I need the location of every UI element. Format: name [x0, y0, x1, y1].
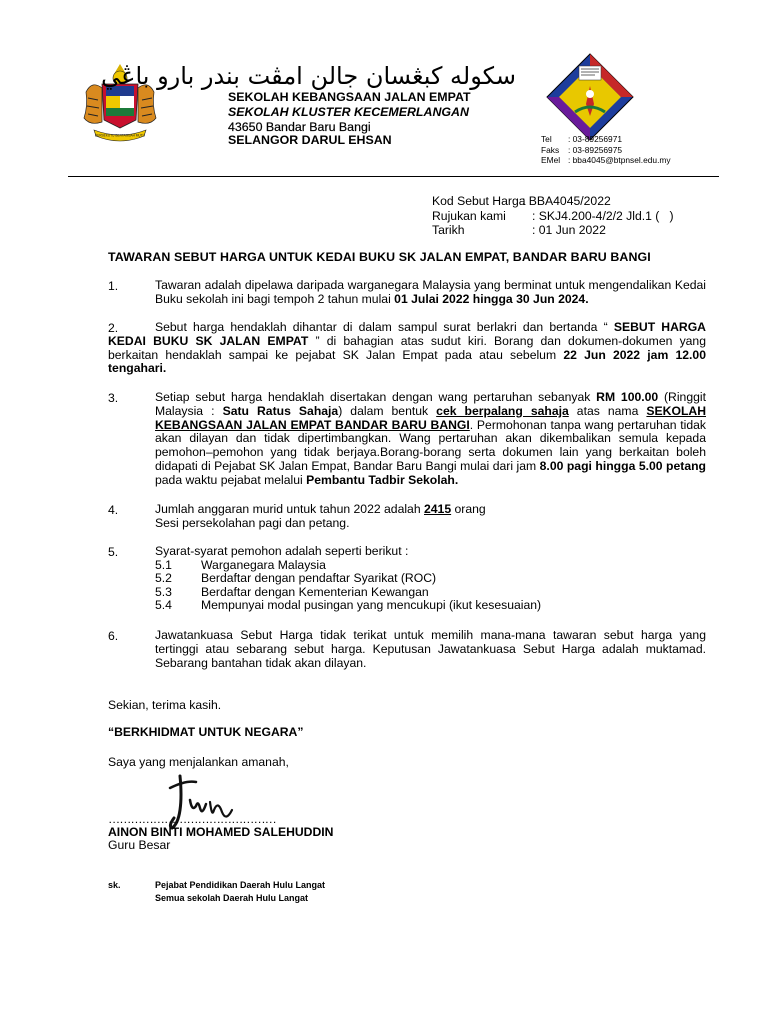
item-6-paragraph: Jawatankuasa Sebut Harga tidak terikat untuk memilih mana-mana tawaran sebut harga yang tertinggi atau sebarang sebut harga. Keputusan Jawatankuasa Sebut Harga adalah muktamad. Sebarang bantahan tidak akan dilayan. [155, 628, 706, 670]
text-run: pada waktu pejabat melalui [155, 472, 307, 487]
text-run: ) dalam bentuk [338, 403, 437, 418]
list-item-number: 5.3 [155, 584, 172, 599]
list-item [155, 599, 541, 612]
text-run: Tawaran adalah dipelawa daripada warganegara Malaysia yang berminat untuk mengendalikan Kedai Buku sekolah ini bagi tempoh 2 tahun mulai [155, 278, 706, 306]
bold-run: RM 100.00 [596, 390, 659, 404]
closing-thanks: Sekian, terima kasih. [108, 698, 222, 712]
quote-code-value: : BBA4045/2022 [522, 194, 611, 208]
item-4-paragraph [155, 503, 706, 531]
text-run: . Permohonan tanpa wang pertaruhan tidak akan dilayan dan tidak dipertimbangkan. Wang pertaruhan akan dikembalikan semula kepada pemohon–pemohon yang tidak berjaya.Borang-borang serta dokumen lain yang berkaitan boleh didapati di Pejabat SK Jalan Empat, Bandar Baru Bangi mulai dari jam [155, 417, 706, 473]
contact-email [541, 155, 671, 166]
bold-run: 8.00 pagi hingga 5.00 petang [539, 458, 706, 473]
list-item-text: Berdaftar dengan pendaftar Syarikat (ROC) [201, 571, 437, 586]
contact-label: EMel [541, 155, 561, 165]
contact-value: : 03-89256971 [568, 134, 623, 144]
text-run: Jumlah anggaran murid untuk tahun 2022 adalah [155, 502, 424, 516]
school-logo [545, 52, 635, 142]
text-run: ” di bahagian atas sudut kiri. Borang dan dokumen-dokumen yang berkaitan hendaklah sampai ke pejabat SK Jalan Empat pada atau sebelum [108, 333, 706, 362]
item-2-paragraph [108, 321, 706, 376]
item-number: 2. [108, 321, 119, 335]
cc-item: Pejabat Pendidikan Daerah Hulu Langat [155, 880, 326, 890]
closing-motto: “BERKHIDMAT UNTUK NEGARA” [108, 725, 304, 739]
list-item-number: 5.2 [155, 571, 172, 586]
bold-run: Pembantu Tadbir Sekolah. [306, 472, 459, 487]
letter-title: TAWARAN SEBUT HARGA UNTUK KEDAI BUKU SK JALAN EMPAT, BANDAR BARU BANGI [108, 250, 651, 264]
bold-run: SEBUT HARGA KEDAI BUKU SK JALAN EMPAT [108, 320, 706, 348]
item-number: 1. [108, 279, 119, 293]
item-number: 5. [108, 545, 119, 559]
cc-label: sk. [108, 880, 121, 890]
item-number: 6. [108, 629, 119, 643]
our-ref-label: Rujukan kami [432, 208, 506, 223]
date-row [432, 223, 674, 238]
crest-motto-text: BERSEKUTU BERTAMBAH MUTU [94, 133, 146, 138]
item-5-paragraph: Syarat-syarat pemohon adalah seperti berikut : [155, 544, 409, 558]
list-item-text: Berdaftar dengan Kementerian Kewangan [201, 584, 429, 599]
contact-value: : bba4045@btpnsel.edu.my [568, 155, 671, 165]
item-3-paragraph [155, 391, 706, 488]
our-ref-row [432, 209, 674, 224]
list-item [155, 559, 541, 572]
closing-trust: Saya yang menjalankan amanah, [108, 755, 289, 769]
quote-code-label: Kod Sebut Harga [432, 194, 526, 208]
text-run: Setiap sebut harga hendaklah disertakan dengan wang pertaruhan sebanyak [155, 390, 597, 404]
list-item-number: 5.1 [155, 558, 172, 572]
text-run: Sebut harga hendaklah dihantar di dalam sampul surat berlakri dan bertanda “ [155, 320, 614, 334]
item-4-line-1 [155, 503, 706, 517]
contact-fax [541, 145, 671, 156]
requirements-list [155, 559, 541, 612]
item-number: 4. [108, 503, 119, 517]
bold-run: SEKOLAH KEBANGSAAN JALAN EMPAT BANDAR BARU BANGI [155, 403, 706, 432]
school-postcode-city: 43650 Bandar Baru Bangi [228, 120, 371, 134]
date-label: Tarikh [432, 223, 465, 237]
cc-item: Semua sekolah Daerah Hulu Langat [155, 893, 309, 903]
our-ref-value: : SKJ4.200-4/2/2 Jld.1 ( ) [532, 208, 674, 223]
text-run: (Ringgit Malaysia : [155, 390, 706, 418]
list-item-number: 5.4 [155, 597, 172, 612]
school-name: SEKOLAH KEBANGSAAN JALAN EMPAT [228, 90, 471, 104]
date-value: : 01 Jun 2022 [532, 223, 606, 237]
signature-line: ……………………………………… [108, 812, 276, 826]
list-item [155, 586, 541, 599]
contact-tel [541, 134, 671, 145]
contact-value: : 03-89256975 [568, 144, 623, 155]
reference-block [432, 194, 674, 238]
bold-run: cek berpalang sahaja [436, 403, 569, 418]
item-number: 3. [108, 391, 119, 405]
school-state: SELANGOR DARUL EHSAN [228, 133, 392, 147]
contact-block [541, 134, 671, 166]
jawi-school-name: سكوله كبڠسان جالن امڤت بندر بارو باڠي [101, 62, 516, 90]
list-item-text: Mempunyai modal pusingan yang mencukupi (ikut kesesuaian) [201, 597, 542, 612]
item-4-line-2: Sesi persekolahan pagi dan petang. [155, 515, 350, 530]
bold-run: 2415 [424, 502, 452, 516]
item-1-paragraph [155, 279, 706, 307]
school-cluster: SEKOLAH KLUSTER KECEMERLANGAN [228, 105, 469, 119]
cc-list [155, 879, 325, 905]
contact-label: Tel [541, 134, 552, 144]
bold-run: 22 Jun 2022 jam 12.00 tengahari. [108, 347, 706, 376]
list-item-text: Warganegara Malaysia [201, 558, 326, 572]
text-run: atas nama [568, 403, 647, 418]
signer-position: Guru Besar [108, 838, 171, 852]
quote-code-row [432, 194, 674, 209]
list-item [155, 572, 541, 585]
signer-name: AINON BINTI MOHAMED SALEHUDDIN [108, 825, 334, 839]
text-run: orang [451, 502, 486, 516]
contact-label: Faks [541, 144, 560, 155]
header-divider [68, 176, 719, 177]
bold-run: Satu Ratus Sahaja [222, 403, 339, 418]
bold-run: 01 Julai 2022 hingga 30 Jun 2024. [394, 291, 589, 306]
